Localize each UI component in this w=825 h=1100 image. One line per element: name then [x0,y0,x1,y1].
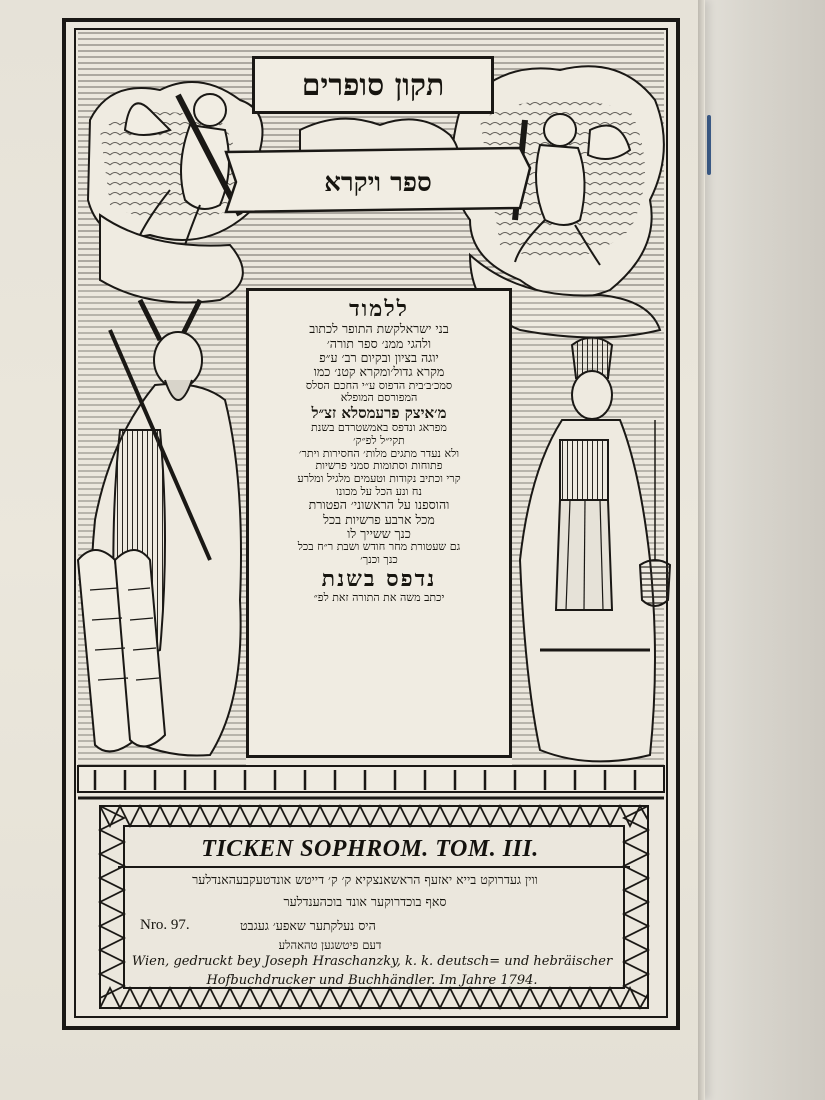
yiddish-line: דעם פיטשגען טהאהלע [278,938,382,952]
text-line: יוגה בציון ובקיום רב׳ ע״פ [319,351,439,366]
text-line: כנך וכנך׳ [360,553,398,566]
volume-number: Nro. 97. [140,917,190,933]
yiddish-line: סאף בוכדרוקער אונד בוכהענדלער [283,894,447,909]
text-line: נדפס בשנת [321,566,437,592]
text-line: והוספנו על הראשוני׳ הפטורת [308,498,450,513]
zigzag-right [624,806,648,998]
text-line: המפורסם המופלא [340,392,418,405]
text-line: מ׳איצק פרעמסלא זצ״ל [311,405,447,423]
latin-title: TICKEN SOPHROM. TOM. III. [201,836,539,862]
text-line: נח ונע הכל על מכונו [335,485,422,498]
yiddish-line: היס נעלקתער שאפע׳ געגבט [240,918,376,933]
zigzag-bottom [100,988,648,1008]
text-line: ולהגי ממנ׳ ספר תורה׳ [326,336,432,351]
text-line: מקרא גדול׳ומקרא קטנ׳ כמו [313,365,445,380]
text-line: מפראג ונדפס באמשטרדם בשנת [311,422,447,435]
hebrew-title: תקון סופרים [252,56,494,114]
text-line: פתוחות וסתומות סמני פרשיות [315,460,443,473]
text-line: ולא נעדר מתגים מלות׳ החסירות ויתר׳ [298,447,460,460]
text-line: תקי״ל לפ״ק׳ [353,434,405,447]
text-line: גם שעטורת מחר חודש ושבת ר״ח בכל [297,541,461,554]
zigzag-top [100,806,648,826]
text-line: כנך ששייך לו [347,526,411,541]
text-line: סמכ׳ב׳בית הדפוס ע״י החכם הסלס [305,379,453,392]
title-text-panel [246,288,512,758]
text-line: קרי וכתיב נקודות וטעמים מלגיל ומלרע [297,472,461,485]
text-line: מכל ארבע פרשיות בכל [323,512,435,527]
text-line: בני ישראלקשת התופר לכתוב [309,322,449,337]
text-line: ללמוד [349,297,409,322]
text-line: יכתב משה את התורה זאת לפ״ [313,591,445,604]
imprint-line: Hofbuchdrucker und Buchhändler. Im Jahre 1794. [206,973,538,988]
hebrew-subtitle: ספר ויקרא [324,168,432,198]
imprint-line: Wien, gedruckt bey Joseph Hraschanzky, k. k. deutsch= und hebräischer [131,954,613,969]
yiddish-line: ווין געדרוקט בייא יאזעף הראשאנצקיא ק׳ ק׳ דייטש אונדטעקבעהאנדלער [192,872,538,887]
